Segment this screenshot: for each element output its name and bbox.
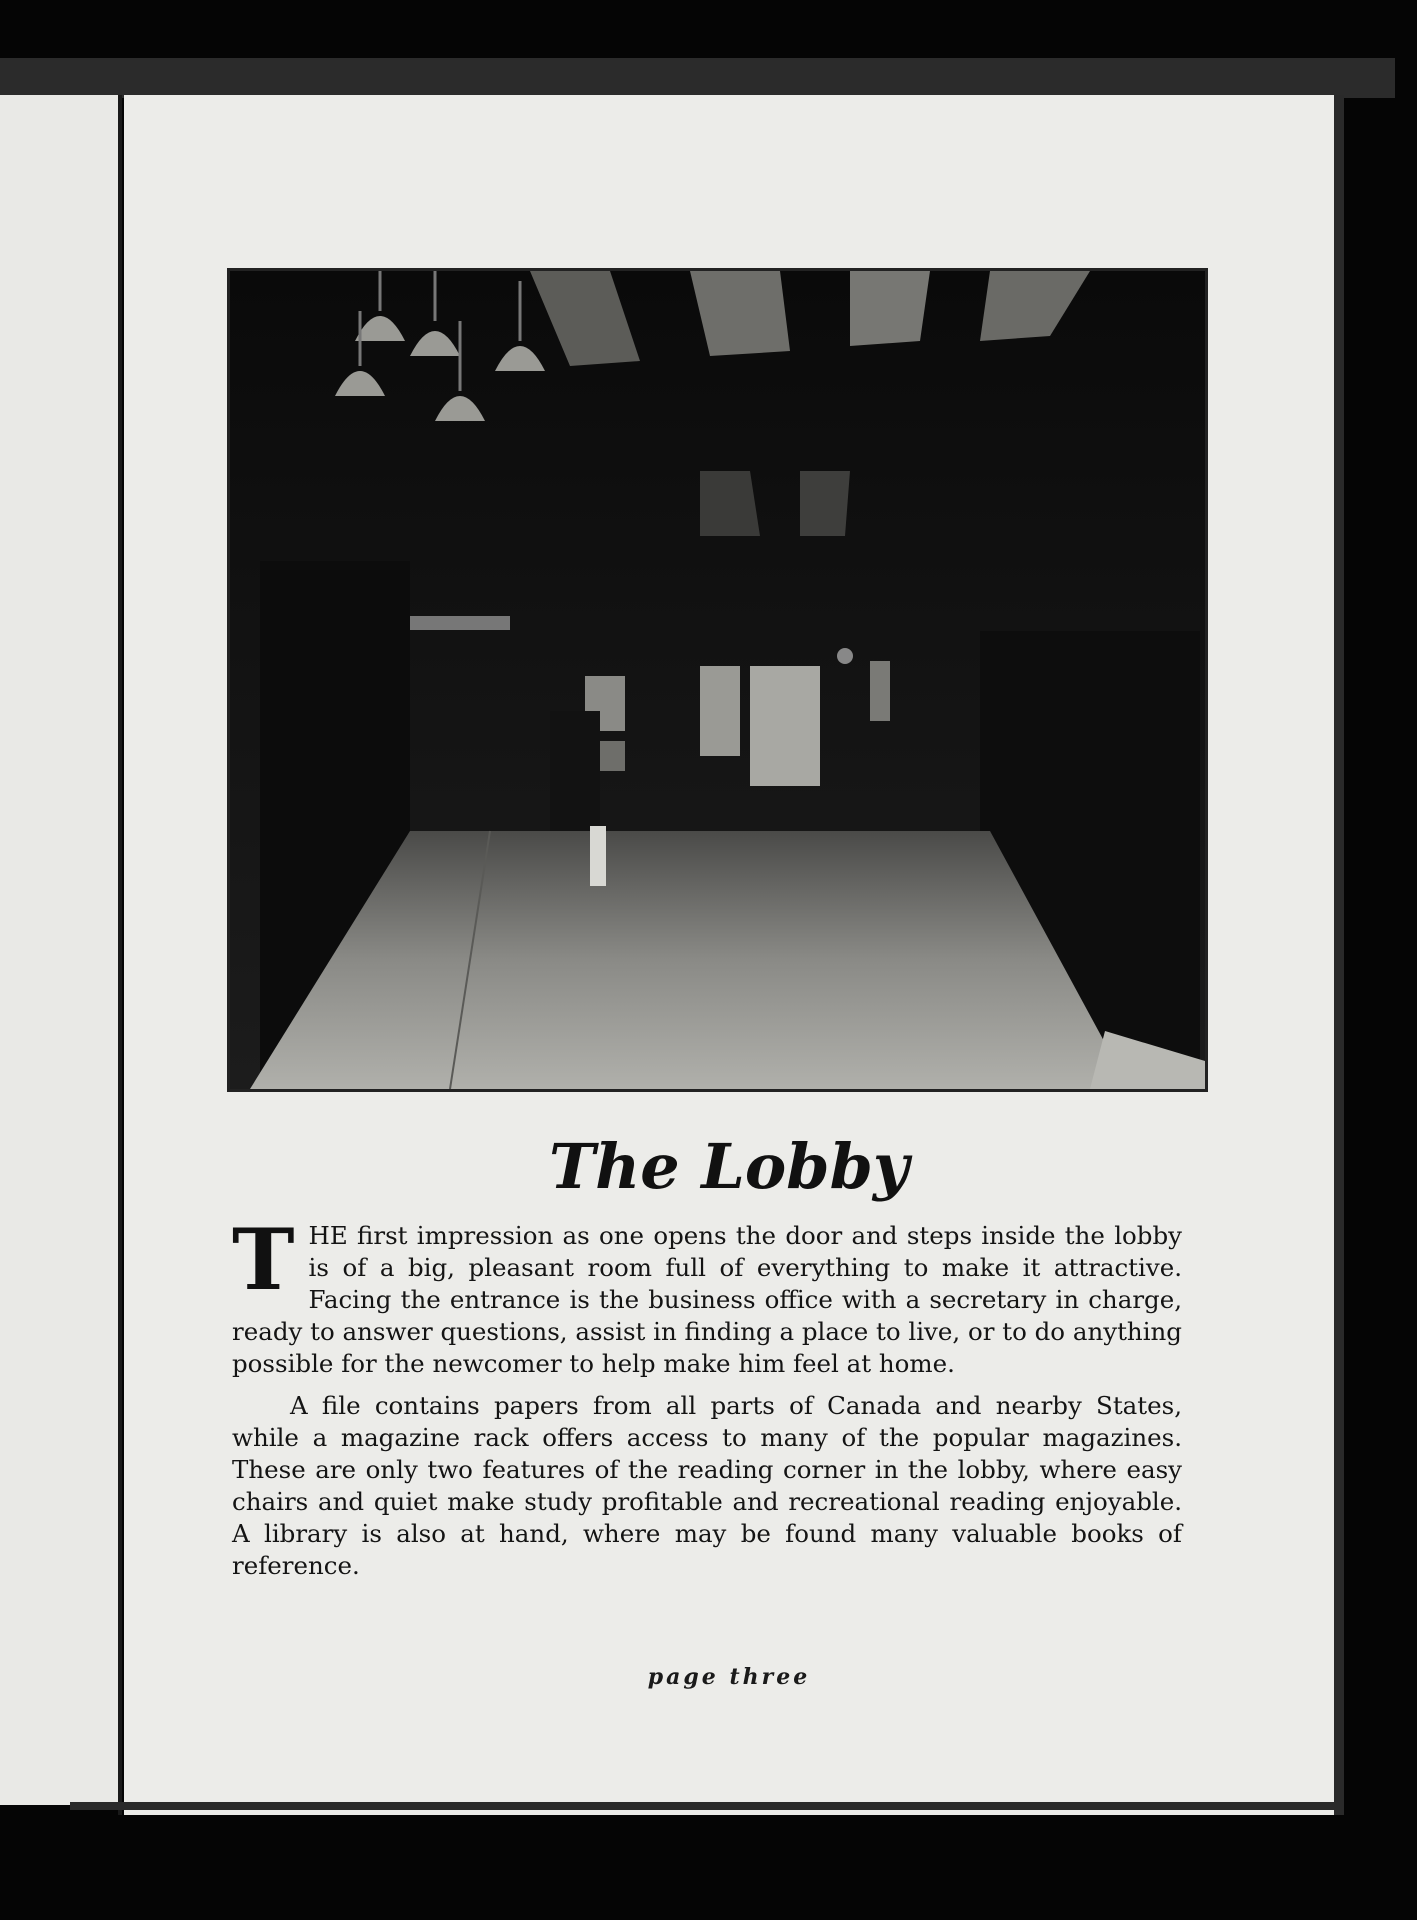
drop-cap: T: [232, 1210, 295, 1309]
paragraph-2: A file contains papers from all parts of Canada and nearby States, while a magazine rack offers access to many of the popular magazines. These are only two features of the reading corner in the lobby, where easy chairs and quiet make study profitable and recreational reading enjoyable. A library is also at hand, where may be found many valuable books of reference.: [232, 1391, 1182, 1580]
article-body: [232, 1210, 1182, 1592]
article-title: The Lobby: [549, 1130, 909, 1203]
paragraph-1: [232, 1210, 1182, 1380]
scan-bottom-border: [70, 1802, 1340, 1810]
lobby-photograph: [227, 268, 1208, 1092]
page-number: page three: [647, 1664, 811, 1690]
facing-page-edge: [0, 95, 118, 1805]
gutter-rule: [118, 95, 122, 1815]
lobby-photo-illustration: [230, 271, 1205, 1089]
scan-top-border: [0, 58, 1395, 98]
paragraph-1-text: HE first impression as one opens the door and steps inside the lobby is of a big, pleasant room full of everything to make it attractive. Facing the entrance is the business office with a secretary in charge, ready to answer questions, assist in finding a place to live, or to do anything possible for the newcomer to help make him feel at home.: [232, 1221, 1182, 1378]
